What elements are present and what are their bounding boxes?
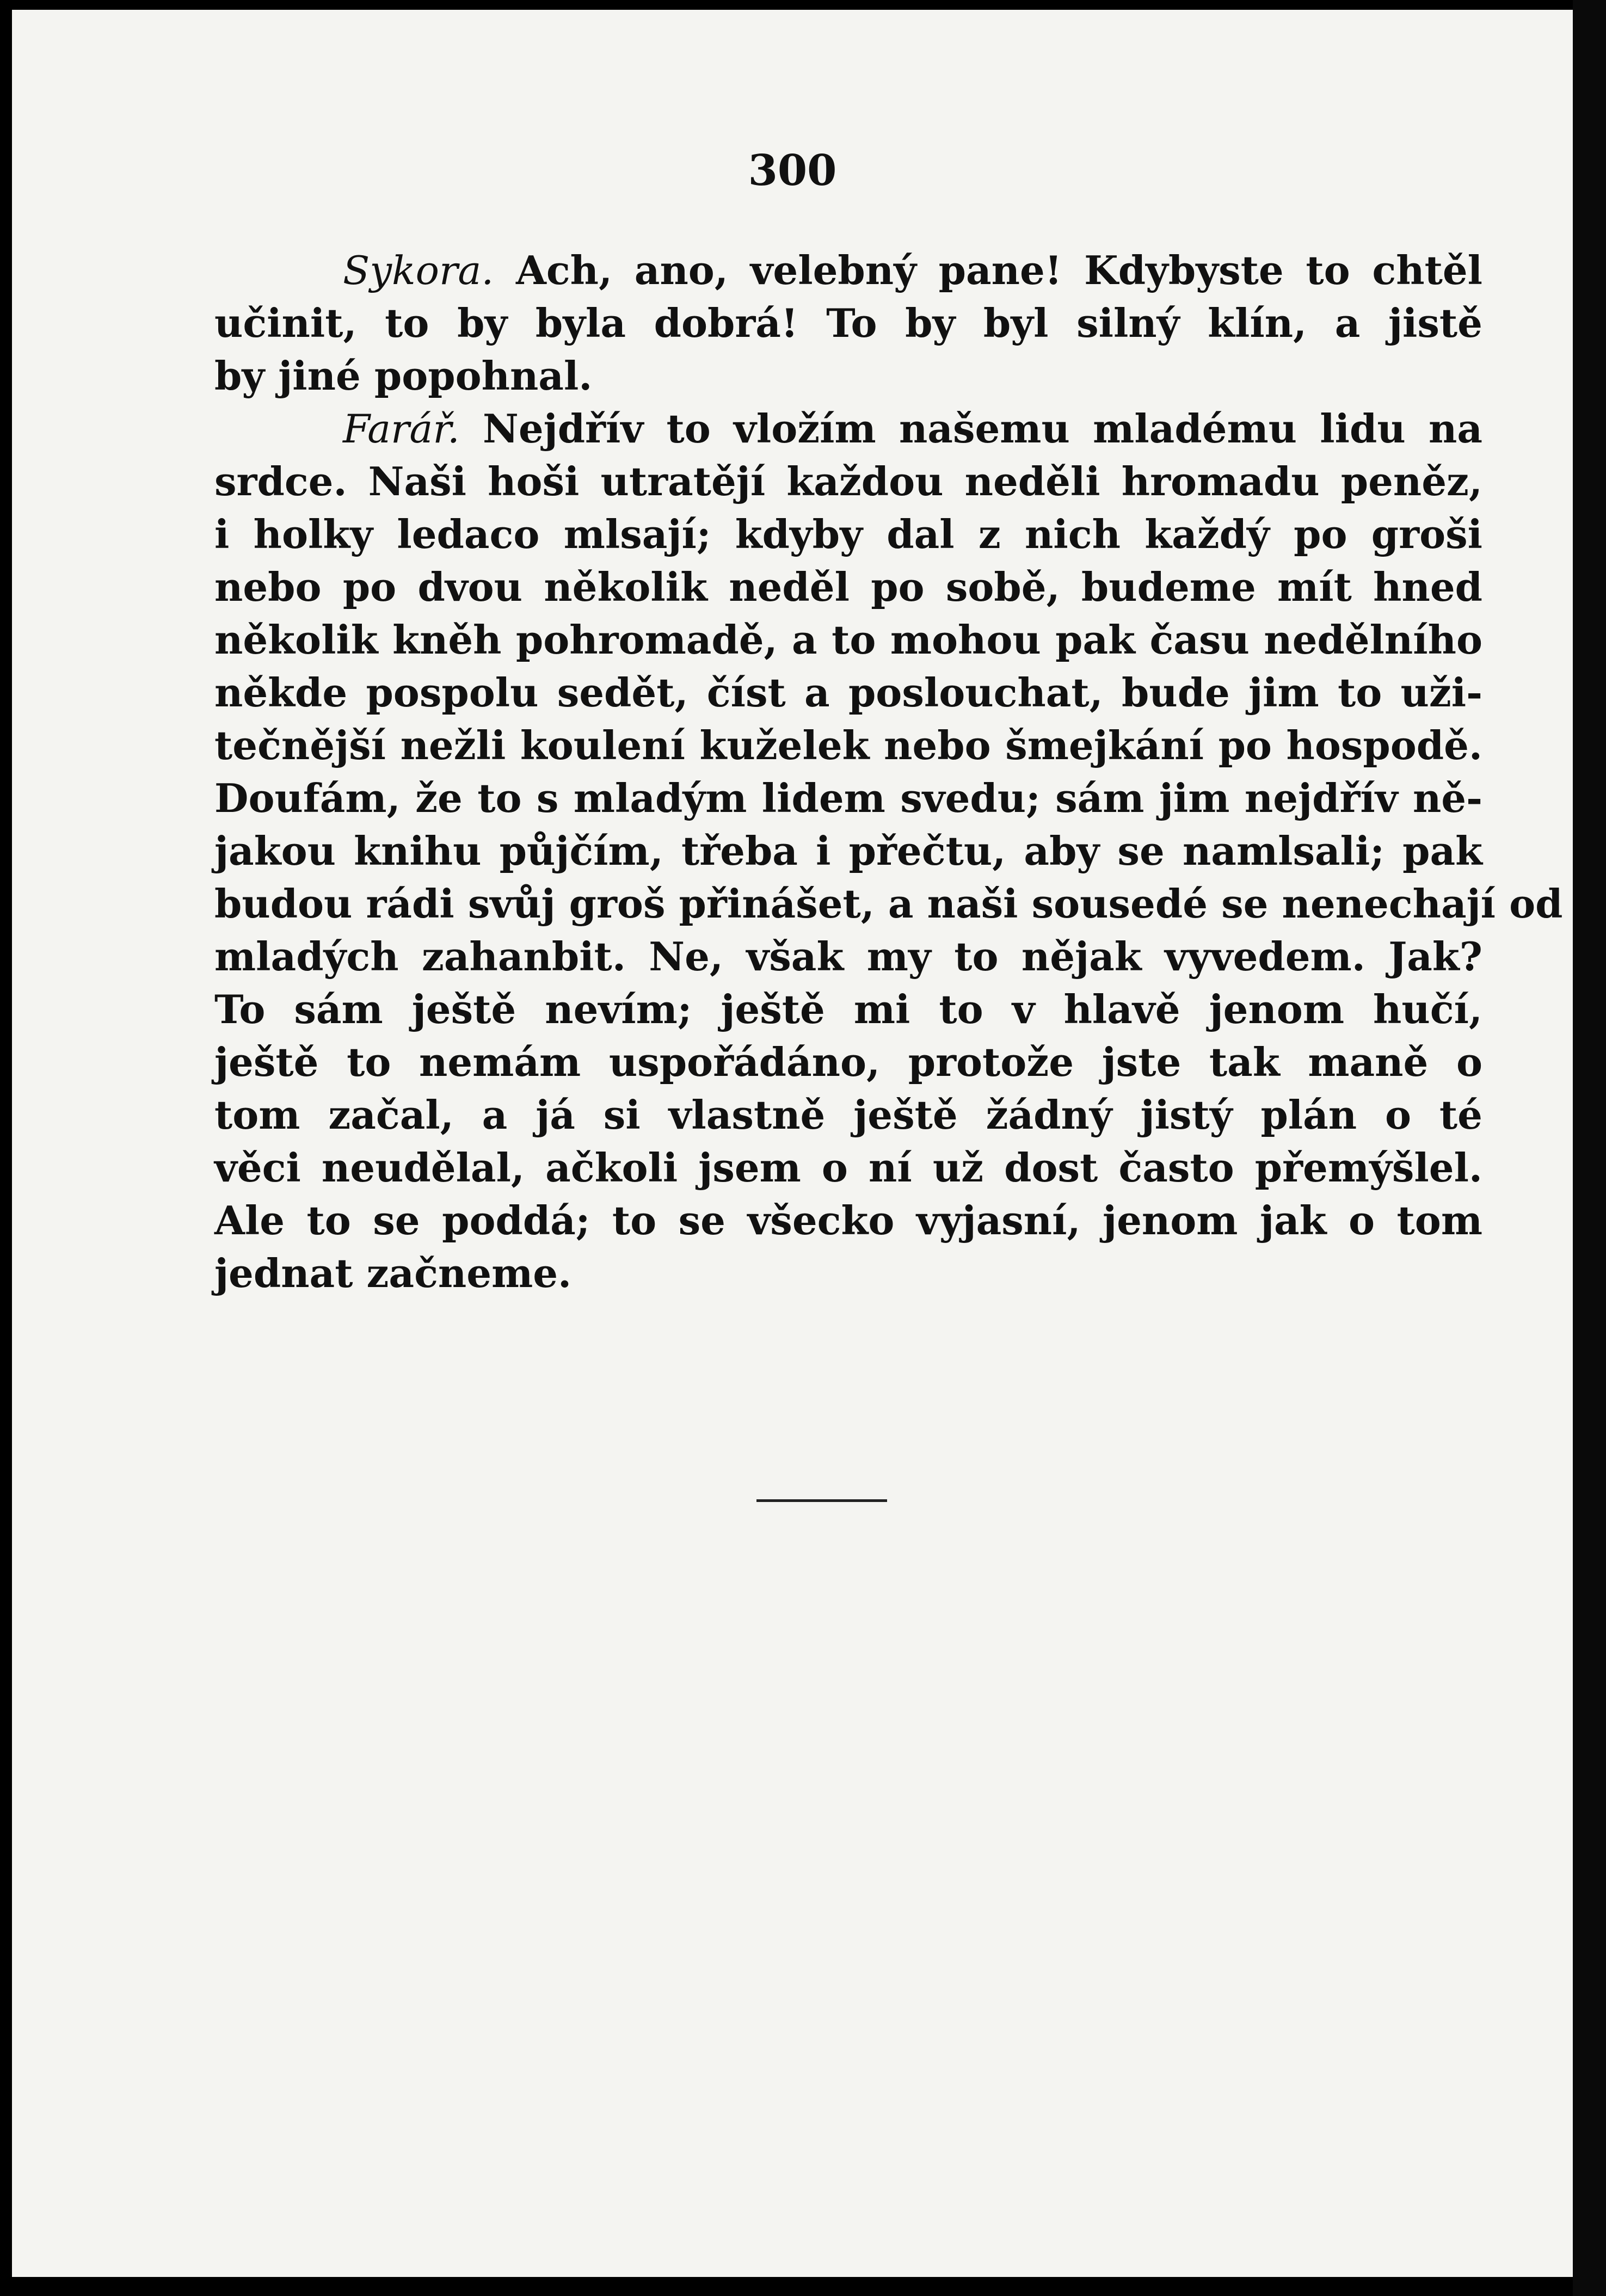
body-text	[214, 244, 1563, 1300]
text-line: To sám ještě nevím; ještě mi to v hlavě jenom hučí,	[214, 986, 1482, 1032]
text-line: nebo po dvou několik neděl po sobě, budeme mít hned	[214, 564, 1482, 610]
text-line: jednat začneme.	[214, 1250, 572, 1296]
section-divider	[756, 1499, 887, 1502]
text-line: mladých zahanbit. Ne, však my to nějak vyvedem. Jak?	[214, 933, 1482, 980]
text-line: tečnější nežli koulení kuželek nebo šmejkání po hospodě.	[214, 722, 1482, 768]
text-line: srdce. Naši hoši utratějí každou neděli hromadu peněz,	[214, 458, 1482, 504]
text-line: věci neudělal, ačkoli jsem o ní už dost často přemýšlel.	[214, 1144, 1482, 1191]
line-text: Nejdřív to vložím našemu mladému lidu na	[483, 405, 1482, 452]
page-number: 300	[748, 146, 837, 195]
text-line: budou rádi svůj groš přinášet, a naši sousedé se nenechají od	[214, 881, 1563, 927]
text-line	[214, 244, 1482, 297]
text-line: tom začal, a já si vlastně ještě žádný jistý plán o té	[214, 1092, 1482, 1138]
speaker-name: Sykora.	[343, 248, 494, 293]
text-line: by jiné popohnal.	[214, 353, 593, 399]
text-line: někde pospolu sedět, číst a poslouchat, bude jim to uži-	[214, 669, 1482, 716]
text-line: jakou knihu půjčím, třeba i přečtu, aby se namlsali; pak	[214, 828, 1482, 874]
line-text: Ach, ano, velebný pane! Kdybyste to chtěl	[515, 247, 1482, 293]
text-line	[214, 402, 1482, 455]
text-line: několik kněh pohromadě, a to mohou pak času nedělního	[214, 617, 1482, 663]
text-line: Doufám, že to s mladým lidem svedu; sám jim nejdřív ně-	[214, 775, 1482, 821]
scan-border	[1573, 0, 1606, 2296]
text-line: učinit, to by byla dobrá! To by byl silný klín, a jistě	[214, 300, 1482, 346]
text-line: i holky ledaco mlsají; kdyby dal z nich každý po groši	[214, 511, 1482, 557]
speaker-name: Farář.	[343, 406, 460, 452]
text-line: ještě to nemám uspořádáno, protože jste tak maně o	[214, 1039, 1482, 1085]
text-line: Ale to se poddá; to se všecko vyjasní, jenom jak o tom	[214, 1197, 1482, 1244]
book-page	[12, 10, 1573, 2277]
